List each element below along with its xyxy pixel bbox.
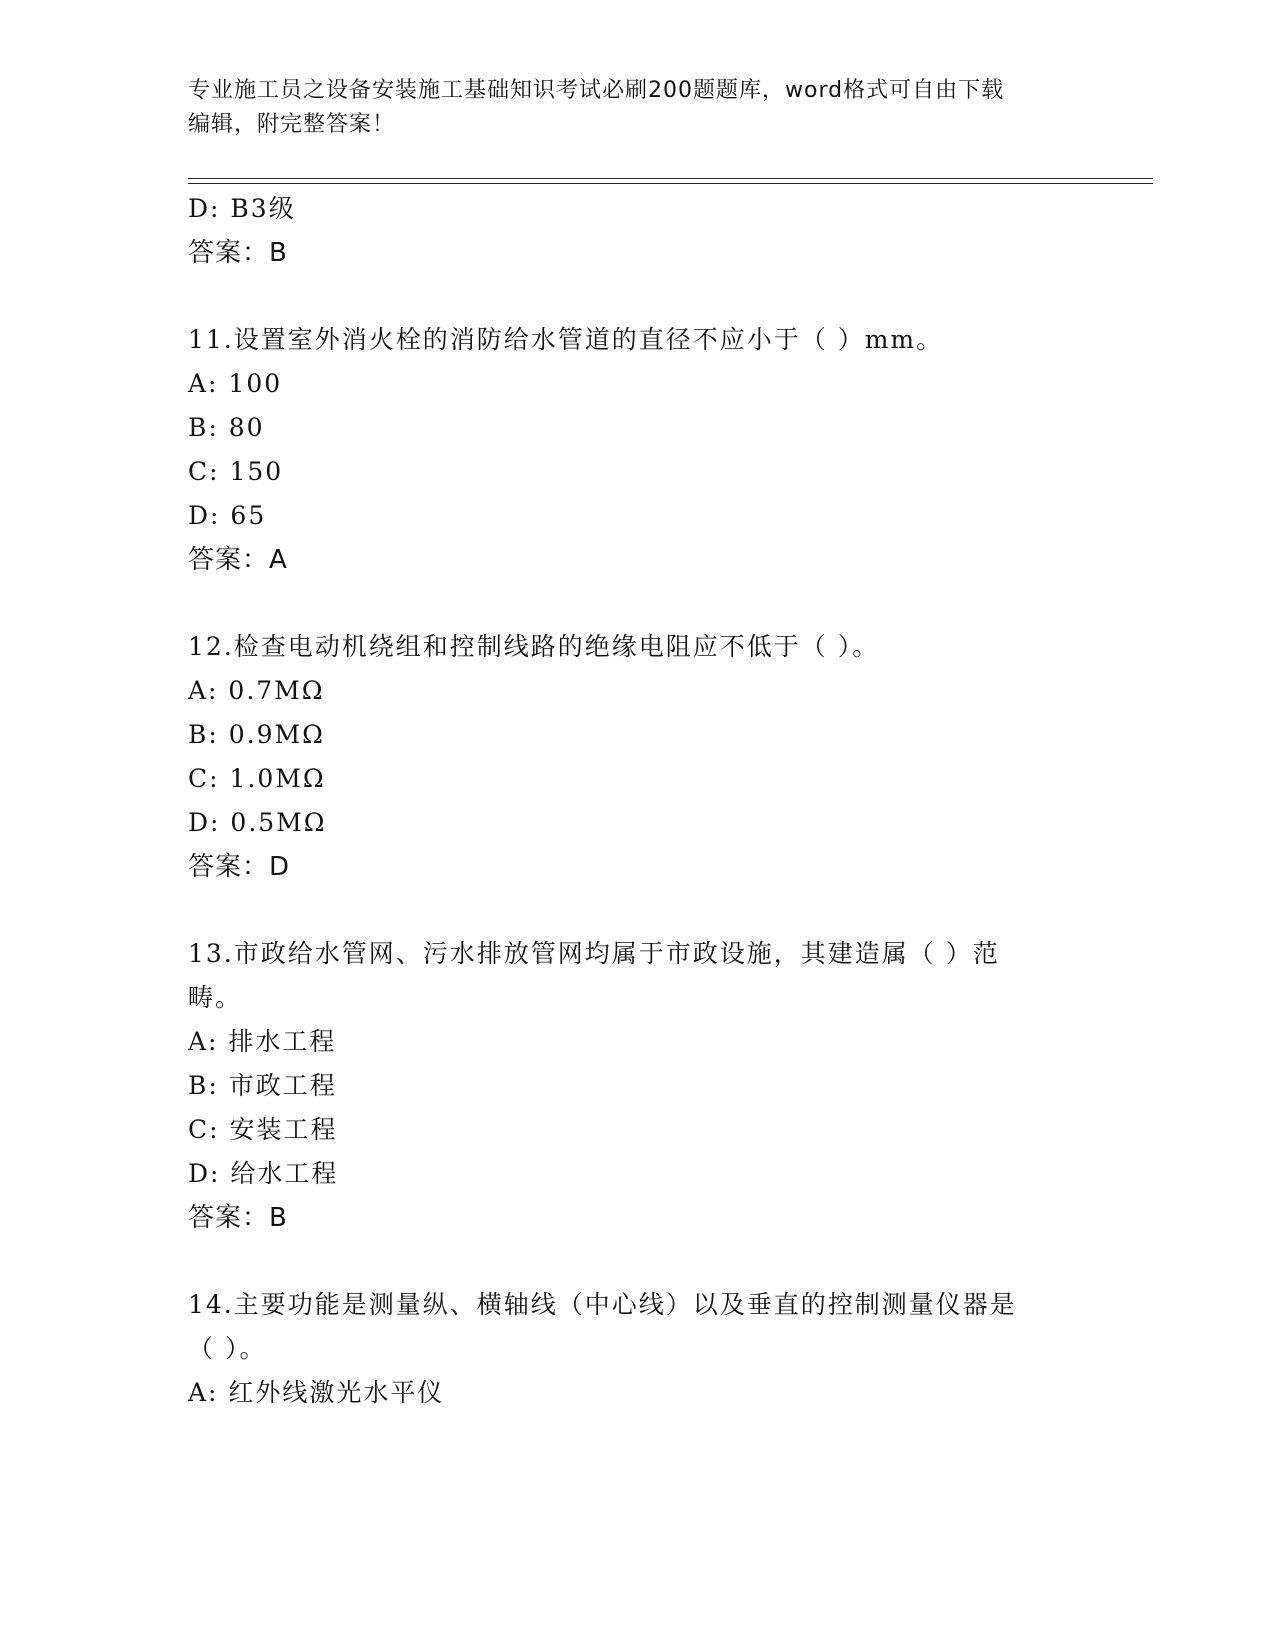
q13-question-line-1: 13.市政给水管网、污水排放管网均属于市政设施，其建造属（ ）范 (188, 939, 1000, 968)
q13-option-b: B: 市政工程 (188, 1071, 337, 1100)
q11-option-d: D: 65 (188, 501, 267, 530)
q13-question-line-2: 畴。 (188, 983, 243, 1012)
q12-option-d: D: 0.5MΩ (188, 808, 327, 837)
q12-option-a: A: 0.7MΩ (188, 676, 325, 705)
q13-option-a: A: 排水工程 (188, 1027, 337, 1056)
header-divider-bottom (188, 183, 1153, 184)
q12-answer: 答案：D (188, 852, 291, 882)
q13-answer: 答案：B (188, 1203, 288, 1233)
q12-option-c: C: 1.0MΩ (188, 764, 326, 793)
q13-option-d: D: 给水工程 (188, 1159, 339, 1188)
q10-answer: 答案：B (188, 238, 288, 268)
q14-question-line-1: 14.主要功能是测量纵、横轴线（中心线）以及垂直的控制测量仪器是 (188, 1290, 1017, 1319)
q12-question: 12.检查电动机绕组和控制线路的绝缘电阻应不低于（ ）。 (188, 632, 880, 661)
document-header (188, 74, 1088, 142)
q11-question: 11.设置室外消火栓的消防给水管道的直径不应小于（ ）mm。 (188, 325, 944, 354)
q11-answer: 答案：A (188, 545, 288, 575)
q11-option-a: A: 100 (188, 369, 283, 398)
header-title-line-1: 专业施工员之设备安装施工基础知识考试必刷200题题库，word格式可自由下载 (188, 78, 1005, 103)
header-title-line-2: 编辑，附完整答案！ (188, 112, 396, 137)
q12-option-b: B: 0.9MΩ (188, 720, 325, 749)
q14-option-a: A: 红外线激光水平仪 (188, 1378, 445, 1407)
header-divider-top (188, 178, 1153, 179)
q14-question-line-2: （ ）。 (188, 1334, 267, 1363)
q10-option-d: D: B3级 (188, 194, 296, 223)
q13-option-c: C: 安装工程 (188, 1115, 338, 1144)
q11-option-b: B: 80 (188, 413, 265, 442)
q11-option-c: C: 150 (188, 457, 284, 486)
